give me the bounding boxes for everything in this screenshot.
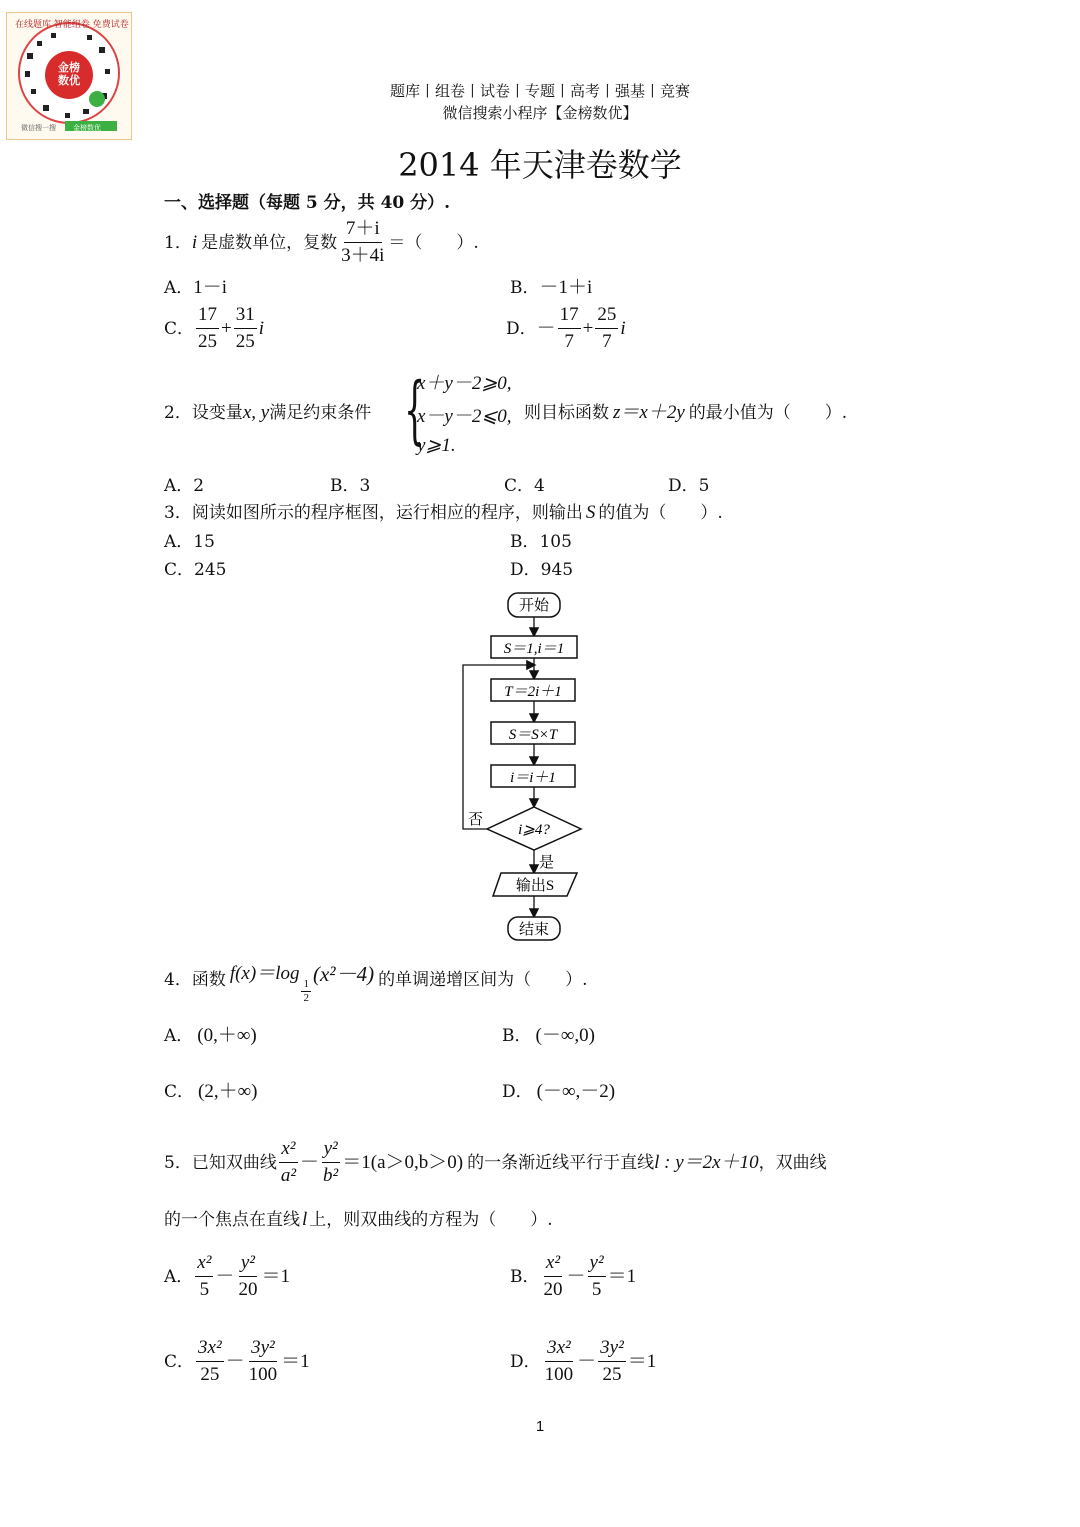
- q2-target: z＝x＋2y: [613, 402, 685, 423]
- option-value: (－∞,－2): [536, 1081, 616, 1102]
- q2-text: 设变量: [191, 403, 243, 423]
- q5-option-a: [164, 1250, 290, 1303]
- numerator: x²: [195, 1250, 213, 1277]
- equals: ＝1: [607, 1265, 637, 1287]
- q2-text: 则目标函数: [524, 403, 609, 423]
- numerator: x²: [544, 1250, 562, 1277]
- fraction: [234, 302, 257, 355]
- fraction: [542, 1250, 565, 1303]
- option-value: (－∞,0): [535, 1025, 595, 1046]
- equals: ＝1: [281, 1350, 310, 1372]
- q4-option-a: [164, 1024, 257, 1048]
- flowchart-yes-label: 是: [539, 855, 555, 871]
- option-label: C．: [164, 318, 195, 339]
- operator: －: [566, 1265, 586, 1287]
- numerator: 3x²: [545, 1335, 573, 1362]
- flowchart-end-label: 结束: [518, 922, 550, 938]
- flowchart-start-label: 开始: [518, 598, 550, 614]
- fraction: [598, 1335, 626, 1388]
- numerator: x²: [279, 1136, 297, 1163]
- q2-tail: [524, 401, 847, 425]
- q2-option-a: A．2: [164, 476, 205, 496]
- q5-condition: ＝1(a＞0,b＞0): [342, 1151, 464, 1173]
- option-label: D．: [506, 318, 537, 339]
- q2-constraint-3: y⩾1.: [417, 435, 456, 456]
- q2-brace: {: [404, 367, 426, 453]
- numerator: 31: [234, 302, 257, 329]
- q1-number: 1．: [164, 232, 192, 253]
- operator: －: [215, 1265, 235, 1287]
- denominator: 20: [543, 1279, 563, 1300]
- q3-option-a: A．15: [164, 532, 215, 552]
- option-value: (2,＋∞): [198, 1081, 258, 1102]
- logo-footer-left: 微信搜一搜: [21, 124, 56, 132]
- numerator: 3x²: [196, 1335, 224, 1362]
- page-title: 2014 年天津卷数学: [398, 146, 682, 184]
- q5-number: 5．: [164, 1152, 192, 1173]
- option-label: C．: [164, 1351, 195, 1372]
- q3-option-b: B．105: [510, 532, 572, 552]
- denominator: 100: [248, 1364, 278, 1385]
- q4-option-b: [502, 1024, 595, 1048]
- q2-option-d: D．5: [668, 476, 710, 496]
- q1-fraction: [339, 216, 386, 269]
- q4-log-base: [301, 978, 311, 1005]
- section-heading: 一、选择题（每题 5 分，共 40 分）.: [164, 193, 451, 213]
- flowchart-init-label: S＝1,i＝1: [503, 641, 565, 657]
- option-label: B．: [502, 1026, 532, 1046]
- option-label: A．: [164, 1266, 194, 1287]
- option-value: (0,＋∞): [197, 1025, 257, 1046]
- question-1: [164, 216, 479, 269]
- denominator: 25: [602, 1364, 622, 1385]
- q1-option-a: [164, 276, 227, 300]
- operator: －: [300, 1151, 320, 1173]
- q2-constraint-2: x－y－2⩽0,: [417, 406, 512, 427]
- q5-line-2: [164, 1208, 553, 1232]
- imag-unit: i: [258, 317, 265, 339]
- q5-text: ，双曲线: [758, 1152, 827, 1173]
- q1-frac-num: 7＋i: [344, 216, 382, 243]
- numerator: y²: [322, 1136, 340, 1163]
- q2-vars: x, y: [242, 402, 270, 423]
- fraction: [195, 1250, 213, 1303]
- denominator: 20: [238, 1279, 258, 1300]
- numerator: 3y²: [598, 1335, 626, 1362]
- q2-number: 2．: [164, 403, 192, 423]
- operator: +: [221, 317, 232, 339]
- logo-center-text: 金榜 数优: [58, 61, 80, 87]
- question-3: [164, 501, 723, 525]
- denominator: 7: [564, 331, 574, 352]
- fraction: [196, 302, 219, 355]
- option-value: 1－i: [193, 277, 228, 298]
- q5-option-d: [510, 1335, 656, 1388]
- q4-tail: 的单调递增区间为（ ）.: [378, 970, 588, 990]
- q2-text: 的最小值为（ ）.: [688, 403, 848, 423]
- q2-constraint-1: x＋y－2⩾0,: [417, 373, 512, 394]
- q4-text: 函数: [191, 970, 226, 990]
- option-value: －1＋i: [539, 277, 593, 298]
- option-label: A．: [164, 1026, 194, 1046]
- numerator: 17: [196, 302, 219, 329]
- q5-line: l : y＝2x＋10: [654, 1151, 759, 1173]
- flowchart-step2-label: S＝S×T: [508, 727, 558, 743]
- denominator: 25: [198, 331, 218, 352]
- flowchart-no-label: 否: [468, 812, 484, 828]
- denominator: b²: [323, 1165, 339, 1186]
- fraction: [247, 1335, 280, 1388]
- denominator: 25: [235, 331, 255, 352]
- fraction: [558, 302, 581, 355]
- operator: －: [225, 1350, 245, 1372]
- q5-text: 的一条渐近线平行于直线: [467, 1152, 655, 1173]
- option-label: D．: [510, 1351, 541, 1372]
- fraction: [543, 1335, 576, 1388]
- q2-text: 满足约束条件: [269, 403, 372, 423]
- denominator: 7: [602, 331, 612, 352]
- numerator: 25: [595, 302, 618, 329]
- q5-l: l: [302, 1209, 308, 1230]
- q1-tail: ＝（ ）.: [388, 232, 479, 253]
- q2-lead: [164, 401, 371, 425]
- numerator: y²: [588, 1250, 606, 1277]
- q5-text: 上，则双曲线的方程为（ ）.: [309, 1210, 553, 1230]
- imag-unit: i: [620, 317, 626, 339]
- q1-frac-den: 3＋4i: [341, 245, 385, 266]
- fraction: [279, 1136, 298, 1189]
- option-label: B．: [510, 1266, 540, 1287]
- numerator: y²: [239, 1250, 257, 1277]
- q3-text: 3．阅读如图所示的程序框图，运行相应的程序，则输出: [164, 503, 583, 523]
- operator: －: [577, 1350, 597, 1372]
- fraction: [588, 1250, 606, 1303]
- option-label: A．: [164, 278, 194, 298]
- q5-option-c: [164, 1335, 310, 1388]
- question-4: [164, 960, 588, 1005]
- q3-option-c: C．245: [164, 560, 227, 580]
- q4-number: 4．: [164, 970, 192, 990]
- q1-i: i: [191, 231, 198, 253]
- flowchart-step3-label: i＝i＋1: [510, 770, 556, 786]
- operator: +: [582, 317, 594, 339]
- q4-option-d: [502, 1080, 615, 1104]
- flowchart-step1-label: T＝2i＋1: [504, 684, 562, 700]
- option-label: D．: [502, 1082, 533, 1102]
- flowchart-output-label: 输出S: [515, 878, 555, 894]
- denominator: 100: [544, 1364, 574, 1385]
- fraction: [236, 1250, 259, 1303]
- q2-option-c: C．4: [504, 476, 545, 496]
- denominator: 25: [200, 1364, 220, 1385]
- fraction: [321, 1136, 340, 1189]
- header-line-2: 微信搜索小程序【金榜数优】: [442, 104, 638, 122]
- flowchart-condition-label: i⩾4?: [518, 822, 550, 838]
- q2-option-b: B．3: [330, 476, 371, 496]
- q1-text: 是虚数单位，复数: [201, 232, 338, 253]
- option-label: B．: [510, 278, 540, 298]
- q5-text: 的一个焦点在直线: [164, 1210, 300, 1230]
- option-label: C．: [164, 1082, 195, 1102]
- denominator: 5: [591, 1279, 602, 1300]
- operator: －: [536, 317, 556, 339]
- denominator: a²: [280, 1165, 297, 1186]
- q1-option-c: [164, 302, 264, 355]
- numerator: 1: [303, 978, 309, 990]
- q1-option-d: [506, 302, 626, 355]
- equals: ＝1: [627, 1350, 657, 1372]
- q3-option-d: D．945: [510, 560, 574, 580]
- q4-function: f(x)＝log: [229, 963, 300, 984]
- q3-tail: 的值为（ ）.: [598, 503, 723, 523]
- numerator: 3y²: [249, 1335, 277, 1362]
- fraction: [595, 302, 618, 355]
- denominator: 2: [303, 992, 309, 1004]
- logo-ring-text: 在线题库 智能组卷 免费试卷: [15, 20, 129, 30]
- equals: ＝1: [261, 1265, 290, 1287]
- question-5: [164, 1136, 827, 1189]
- q1-option-b: [510, 276, 592, 300]
- q4-argument: (x²－4): [312, 962, 375, 986]
- header-line-1: 题库丨组卷丨试卷丨专题丨高考丨强基丨竞赛: [389, 82, 690, 100]
- q3-s: S: [585, 502, 596, 523]
- denominator: 5: [199, 1279, 210, 1300]
- q4-option-c: [164, 1080, 257, 1104]
- page-number: 1: [535, 1418, 545, 1435]
- fraction: [196, 1335, 224, 1388]
- q5-text: 已知双曲线: [191, 1152, 277, 1173]
- numerator: 17: [558, 302, 581, 329]
- q5-option-b: [510, 1250, 636, 1303]
- flowchart: [455, 588, 595, 943]
- logo-footer-right: 金榜数优: [73, 124, 101, 132]
